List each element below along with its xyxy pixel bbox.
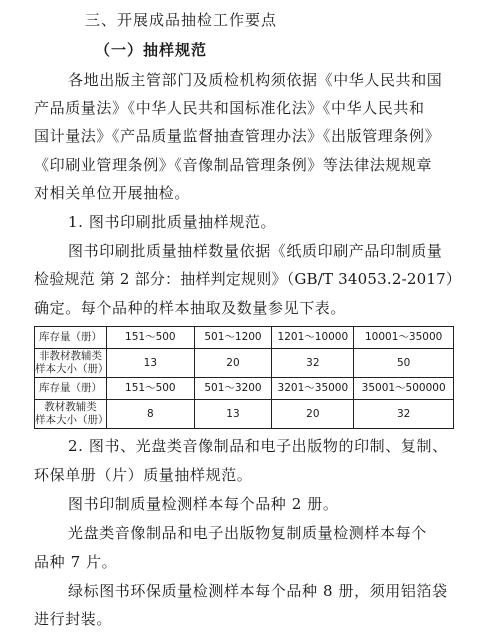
paragraph-line: 绿标图书环保质量检测样本每个品种 8 册，须用铝箔袋	[68, 582, 448, 600]
table-row	[35, 378, 454, 400]
paragraph-line: 产品质量法》《中华人民共和国标准化法》《中华人民共和	[34, 99, 425, 117]
table-cell: 151～500	[107, 327, 194, 349]
row-label-line: 样本大小（册）	[35, 363, 109, 375]
table-cell: 1201～10000	[272, 327, 354, 349]
table-cell: 151～500	[107, 378, 194, 400]
paragraph-line: 对相关单位开展抽检。	[34, 184, 191, 202]
table-cell: 3201～35000	[272, 378, 354, 400]
paragraph-line: 各地出版主管部门及质检机构须依据《中华人民共和国	[68, 71, 443, 89]
row-label: 库存量（册）	[35, 378, 107, 400]
table-cell: 13	[107, 349, 194, 378]
paragraph-line: 《印刷业管理条例》《音像制品管理条例》等法律法规规章	[34, 156, 433, 174]
table-cell: 501～1200	[194, 327, 272, 349]
row-label: 库存量（册）	[35, 327, 107, 349]
table-row	[35, 349, 454, 378]
paragraph-line: 1. 图书印刷批质量抽样规范。	[68, 213, 277, 231]
table-cell: 20	[194, 349, 272, 378]
table-cell: 10001～35000	[354, 327, 454, 349]
table-cell: 501～3200	[194, 378, 272, 400]
paragraph-line: 图书印刷批质量抽样数量依据《纸质印刷产品印制质量	[68, 242, 443, 260]
sampling-table	[34, 326, 454, 429]
row-label-line: 样本大小（册）	[35, 414, 109, 426]
table-row	[35, 327, 454, 349]
row-label	[35, 400, 107, 429]
table-cell: 13	[194, 400, 272, 429]
section-subheading: （一）抽样规范	[95, 41, 208, 59]
paragraph-line: 国计量法》《产品质量监督抽查管理办法》《出版管理条例》	[34, 127, 441, 145]
paragraph-line: 2. 图书、光盘类音像制品和电子出版物的印制、复制、	[68, 437, 448, 455]
table-cell: 35001～500000	[354, 378, 454, 400]
paragraph-line: 进行封装。	[34, 610, 113, 628]
row-label-line: 教材教辅类	[44, 401, 97, 413]
paragraph-line: 品种 7 片。	[34, 553, 118, 571]
paragraph-line: 检验规范 第 2 部分：抽样判定规则》（GB/T 34053.2-2017）	[34, 270, 462, 288]
section-heading: 三、开展成品抽检工作要点	[85, 11, 278, 29]
paragraph-line: 确定。每个品种的样本抽取及数量参见下表。	[34, 299, 347, 317]
paragraph-line: 图书印制质量检测样本每个品种 2 册。	[68, 495, 339, 513]
row-label-line: 非教材教辅类	[39, 350, 103, 362]
row-label	[35, 349, 107, 378]
paragraph-line: 光盘类音像制品和电子出版物复制质量检测样本每个	[68, 524, 427, 542]
paragraph-line: 环保单册（片）质量抽样规范。	[34, 466, 253, 484]
table-cell: 50	[354, 349, 454, 378]
table-row	[35, 400, 454, 429]
table-cell: 8	[107, 400, 194, 429]
table-cell: 32	[272, 349, 354, 378]
table-cell: 20	[272, 400, 354, 429]
table-cell: 32	[354, 400, 454, 429]
